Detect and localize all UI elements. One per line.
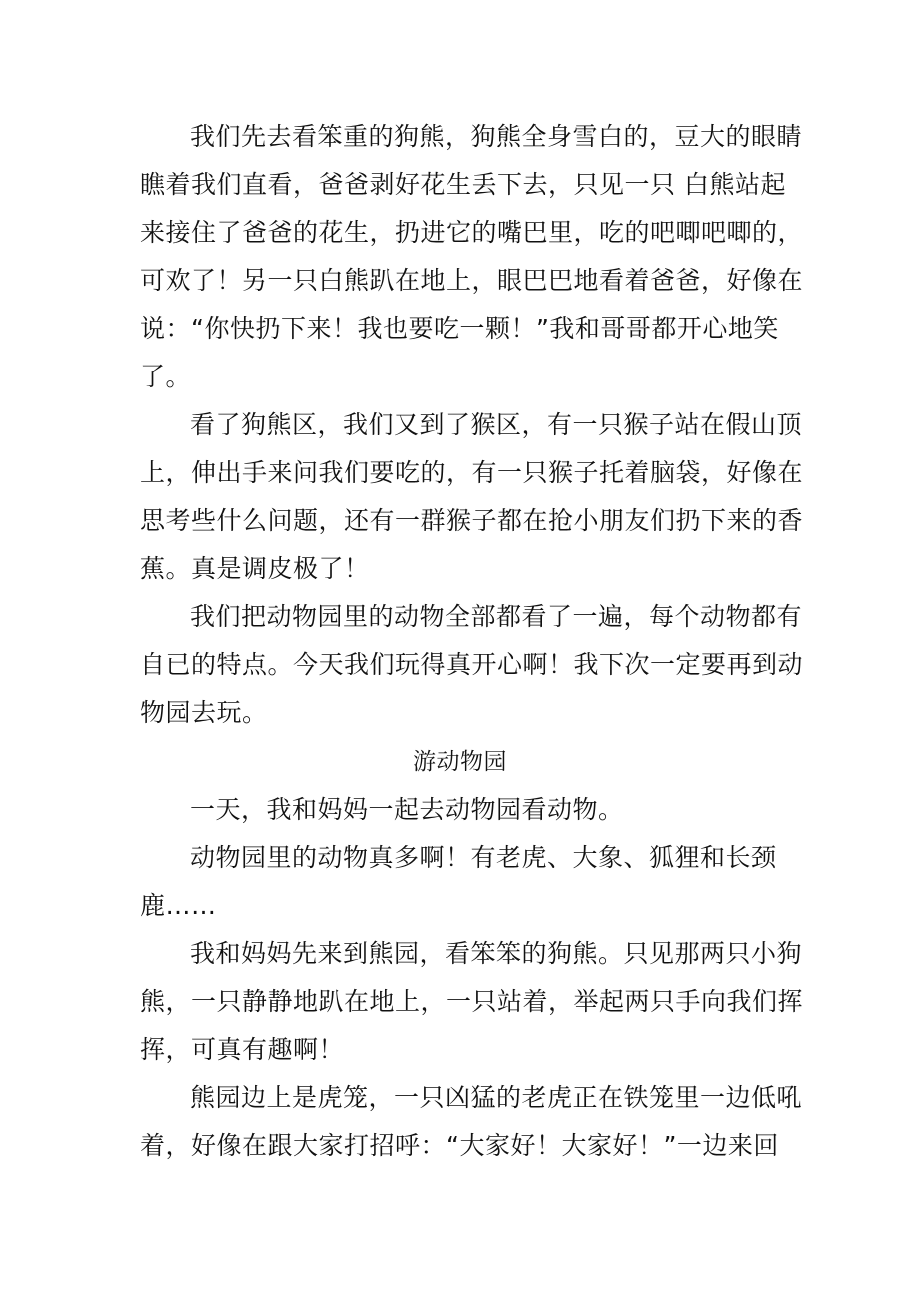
paragraph-line: 说：“你快扔下来！我也要吃一颗！”我和哥哥都开心地笑 [140,314,779,343]
paragraph-line: 瞧着我们直看，爸爸剥好花生丢下去，只见一只 白熊站起 [140,170,786,199]
paragraph-line: 着，好像在跟大家打招呼：“大家好！大家好！”一边来回 [140,1131,779,1160]
paragraph-line: 了。 [140,362,192,391]
paragraph-line: 来接住了爸爸的花生，扔进它的嘴巴里，吃的吧唧吧唧的， [140,218,804,247]
paragraph-line: 动物园里的动物真多啊！有老虎、大象、狐狸和长颈 [190,843,777,872]
paragraph-line: 蕉。真是调皮极了！ [140,554,370,583]
paragraph-line: 我和妈妈先来到熊园，看笨笨的狗熊。只见那两只小狗 [190,939,803,968]
paragraph-line: 熊园边上是虎笼，一只凶猛的老虎正在铁笼里一边低吼 [190,1083,803,1112]
paragraph-line: 我们先去看笨重的狗熊，狗熊全身雪白的，豆大的眼睛 [190,122,803,151]
paragraph-line: 思考些什么问题，还有一群猴子都在抢小朋友们扔下来的香 [140,506,804,535]
paragraph-line: 看了狗熊区，我们又到了猴区，有一只猴子站在假山顶 [190,410,803,439]
paragraph-line: 我们把动物园里的动物全部都看了一遍，每个动物都有 [190,602,803,631]
essay-title: 游动物园 [413,749,507,775]
paragraph-line: 物园去玩。 [140,698,268,727]
paragraph-line: 自已的特点。今天我们玩得真开心啊！我下次一定要再到动 [140,650,804,679]
paragraph-line: 可欢了！另一只白熊趴在地上，眼巴巴地看着爸爸，好像在 [140,266,804,295]
paragraph-line: 熊，一只静静地趴在地上，一只站着，举起两只手向我们挥 [140,987,804,1016]
paragraph-line: 一天，我和妈妈一起去动物园看动物。 [190,795,624,824]
paragraph-line: 上，伸出手来问我们要吃的，有一只猴子托着脑袋，好像在 [140,458,804,487]
paragraph-line: 挥，可真有趣啊！ [140,1035,345,1064]
paragraph-line: 鹿…… [140,891,217,920]
